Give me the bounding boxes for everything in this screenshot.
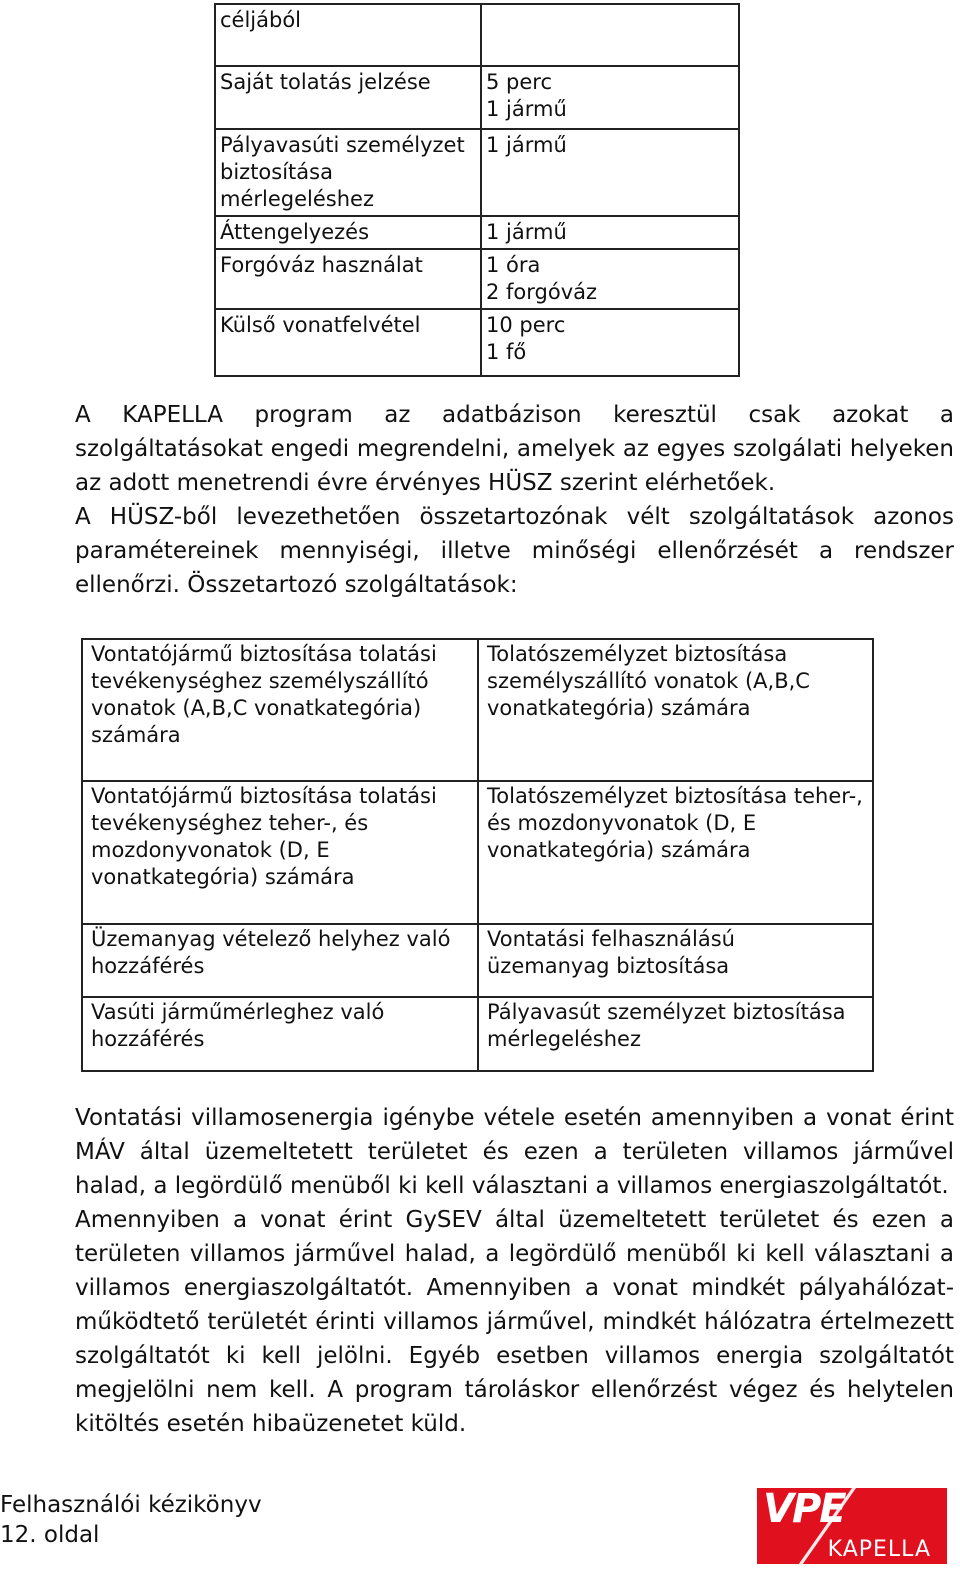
table-row xyxy=(215,66,739,129)
related-service-cell: Vontatási felhasználású üzemanyag biztosítása xyxy=(478,924,873,997)
related-service-cell: Vasúti járműmérleghez való hozzáférés xyxy=(82,997,478,1071)
table-row xyxy=(215,216,739,249)
table-row xyxy=(215,249,739,309)
service-name: Pályavasúti személyzet biztosítása mérlegeléshez xyxy=(220,133,465,211)
related-services-table xyxy=(81,638,874,1072)
service-unit: 5 perc 1 jármű xyxy=(486,70,567,121)
table-row xyxy=(215,309,739,376)
service-unit: 1 óra 2 forgóváz xyxy=(486,253,598,304)
logo-name: KAPELLA xyxy=(827,1537,931,1562)
service-unit: 10 perc 1 fő xyxy=(486,313,566,364)
table-row xyxy=(82,639,873,781)
manual-title: Felhasználói kézikönyv xyxy=(0,1492,262,1518)
table-row xyxy=(215,129,739,216)
page-number: 12. oldal xyxy=(0,1522,100,1548)
paragraph-text: A HÜSZ-ből levezethetően összetartozónak vélt szolgáltatások azonos paramétereinek mennyiségi, illetve minőségi ellenőrzését a rendszer ellenőrzi. Összetartozó szolgáltatások: xyxy=(75,504,954,598)
table-row xyxy=(82,924,873,997)
paragraph-text: Amennyiben a vonat érint GySEV által üzemeltetett területet és ezen a területen villamos járművel halad, a legördülő menüből ki kell választani a villamos energiaszolgáltatót. Amennyiben a vonat mindkét pályahálózat-működtető területét érinti villamos járművel, mindkét hálózatra értelmezett szolgáltatót ki kell jelölni. Egyéb esetben villamos energia szolgáltatót megjelölni nem kell. A program tároláskor ellenőrzést végez és helytelen kitöltés esetén hibaüzenetet küld. xyxy=(75,1207,954,1437)
related-service-cell: Pályavasút személyzet biztosítása mérlegeléshez xyxy=(478,997,873,1071)
service-unit xyxy=(482,5,738,9)
service-name: céljából xyxy=(220,8,302,32)
related-service-cell: Tolatószemélyzet biztosítása teher-, és mozdonyvonatok (D, E vonatkategória) számára xyxy=(478,781,873,924)
related-service-cell: Üzemanyag vételező helyhez való hozzáférés xyxy=(82,924,478,997)
service-name: Áttengelyezés xyxy=(220,220,370,244)
paragraph-text: Vontatási villamosenergia igénybe vétele esetén amennyiben a vonat érint MÁV által üzemeltetett területet és ezen a területen villamos járművel halad, a legördülő menüből ki kell választani a villamos energiaszolgáltatót. xyxy=(75,1105,954,1199)
related-service-cell: Vontatójármű biztosítása tolatási tevékenységhez személyszállító vonatok (A,B,C vonatkategória) számára xyxy=(82,639,478,781)
related-service-cell: Vontatójármű biztosítása tolatási tevékenységhez teher-, és mozdonyvonatok (D, E vonatkategória) számára xyxy=(82,781,478,924)
service-unit: 1 jármű xyxy=(486,220,567,244)
paragraph-text: A KAPELLA program az adatbázison keresztül csak azokat a szolgáltatásokat engedi megrendelni, amelyek az egyes szolgálati helyeken az adott menetrendi évre érvényes HÜSZ szerint elérhetőek. xyxy=(75,402,954,496)
vpe-kapella-logo xyxy=(757,1488,947,1564)
related-service-cell: Tolatószemélyzet biztosítása személyszállító vonatok (A,B,C vonatkategória) számára xyxy=(478,639,873,781)
table-row xyxy=(215,4,739,66)
services-duration-table xyxy=(214,3,740,377)
page-footer xyxy=(0,1490,262,1550)
service-name: Forgóváz használat xyxy=(220,253,423,277)
table-row xyxy=(82,997,873,1071)
intro-paragraph xyxy=(75,398,954,602)
logo-mark: VPE xyxy=(763,1488,845,1532)
service-unit: 1 jármű xyxy=(486,133,567,157)
table-row xyxy=(82,781,873,924)
energy-paragraph xyxy=(75,1101,954,1441)
service-name: Külső vonatfelvétel xyxy=(220,313,421,337)
service-name: Saját tolatás jelzése xyxy=(220,70,431,94)
